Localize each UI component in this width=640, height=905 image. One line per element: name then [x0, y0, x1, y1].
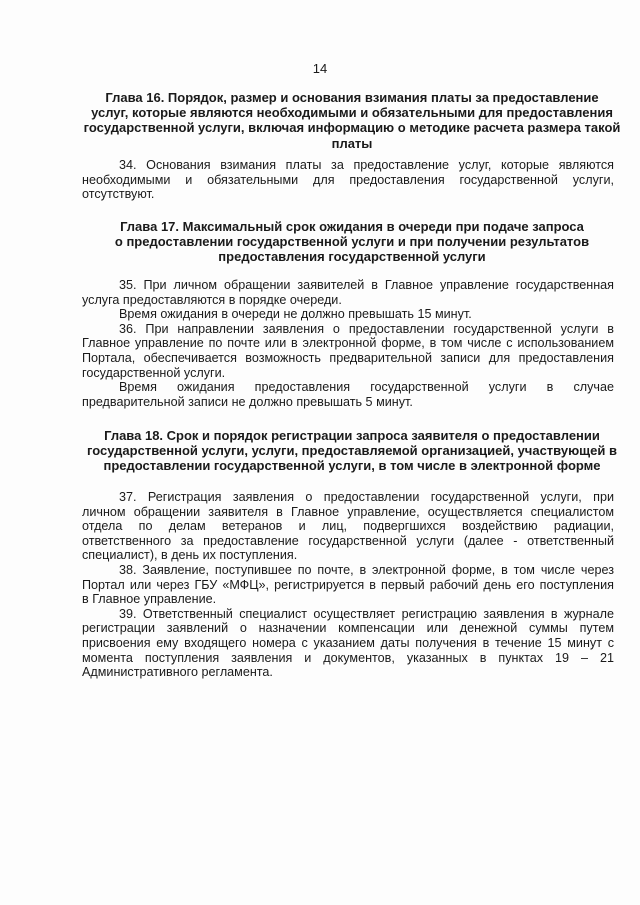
paragraph-line: в Главное управление.: [82, 592, 217, 607]
heading-line: государственной услуги, включая информацию о методике расчета размера такой: [83, 120, 621, 136]
heading-line: о предоставлении государственной услуги и при получении результатов: [114, 234, 590, 250]
paragraph-34: [82, 158, 614, 202]
chapter-16-heading: [78, 90, 626, 151]
paragraph-line: личном обращении заявителя в Главное управление, осуществляется специалистом: [82, 504, 614, 519]
paragraph-35: [82, 278, 614, 409]
heading-line: платы: [331, 135, 373, 151]
paragraph-line: 34. Основания взимания платы за предоставление услуг, которые являются: [119, 158, 614, 172]
paragraph-line: регистрации заявлений о назначении компенсации или денежной суммы путем: [82, 621, 614, 636]
heading-line: услуг, которые являются необходимыми и обязательными для предоставления: [91, 105, 613, 121]
heading-line: предоставлении государственной услуги, в том числе в электронной форме: [103, 458, 601, 474]
paragraph-line: государственной услуги.: [82, 365, 226, 380]
paragraph-line: Административного регламента.: [82, 665, 273, 680]
paragraph-line: 38. Заявление, поступившее по почте, в электронной форме, в том числе через: [119, 562, 614, 577]
paragraph-37: [82, 490, 614, 680]
heading-line: Глава 16. Порядок, размер и основания взимания платы за предоставление: [105, 90, 599, 105]
paragraph-line: момента поступления заявления и документов, указанных в пунктах 19 – 21: [82, 650, 614, 665]
paragraph-line: Главное управление по почте или в электронной форме, в том числе с использованием: [82, 336, 614, 351]
heading-line: государственной услуги, услуги, предоставляемой организацией, участвующей в: [87, 443, 617, 459]
paragraph-line: специалист), в день их поступления.: [82, 548, 298, 563]
paragraph-line: присвоения ему входящего номера с указанием даты получения в течение 15 минут с: [82, 635, 614, 650]
heading-line: Глава 18. Срок и порядок регистрации запроса заявителя о предоставлении: [104, 428, 600, 443]
paragraph-line: предварительной записи не должно превышать 5 минут.: [82, 394, 413, 409]
page-number: 14: [312, 61, 328, 76]
chapter-17-heading: [78, 219, 626, 265]
paragraph-line: Портала, обеспечивается возможность предварительной записи для предоставления: [82, 350, 614, 365]
paragraph-line: Время ожидания предоставления государственной услуги в случае: [119, 380, 614, 395]
paragraph-line: 36. При направлении заявления о предоставлении государственной услуги в: [119, 321, 614, 336]
paragraph-line: 37. Регистрация заявления о предоставлении государственной услуги, при: [119, 490, 614, 504]
paragraph-line: отсутствуют.: [82, 187, 155, 202]
paragraph-line: отдела по делам ветеранов и лиц, подвергшихся воздействию радиации,: [82, 519, 614, 534]
paragraph-line: 35. При личном обращении заявителей в Главное управление государственная: [119, 278, 614, 292]
chapter-18-heading: [78, 428, 626, 474]
paragraph-line: ответственного за предоставление государственной услуги (далее - ответственный: [82, 533, 614, 548]
heading-line: предоставления государственной услуги: [218, 249, 486, 265]
paragraph-line: Время ожидания в очереди не должно превышать 15 минут.: [119, 307, 472, 322]
heading-line: Глава 17. Максимальный срок ожидания в очереди при подаче запроса: [120, 219, 584, 234]
paragraph-line: услуга предоставляются в порядке очереди.: [82, 292, 342, 307]
paragraph-line: необходимыми и обязательными для предоставления государственной услуги,: [82, 172, 614, 187]
paragraph-line: 39. Ответственный специалист осуществляет регистрацию заявления в журнале: [119, 606, 614, 621]
paragraph-line: Портал или через ГБУ «МФЦ», регистрируется в первый рабочий день его поступления: [82, 577, 614, 592]
